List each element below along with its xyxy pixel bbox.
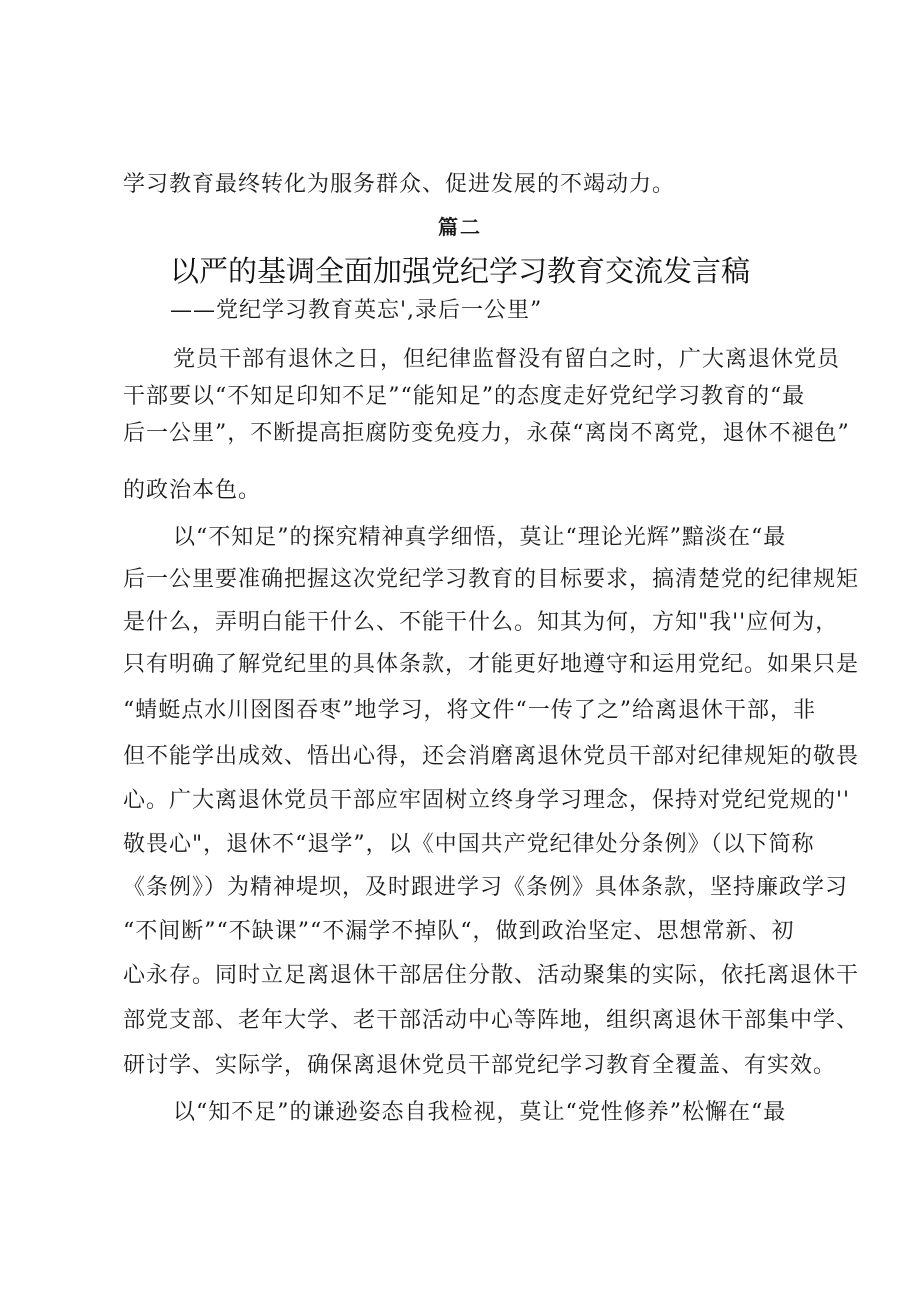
paragraph-line: 是什么，弄明白能干什么、不能干什么。知其为何，方知"我''应何为， bbox=[123, 610, 839, 635]
document-subtitle: ——党纪学习教育英忘',录后一公里” bbox=[170, 298, 543, 323]
paragraph-line: 心。广大离退休党员干部应牢固树立终身学习理念，保持对党纪党规的'' bbox=[123, 788, 851, 813]
paragraph-line: 干部要以“不知足印知不足”“能知足”的态度走好党纪学习教育的“最 bbox=[123, 384, 806, 409]
document-title: 以严的基调全面加强党纪学习教育交流发言稿 bbox=[169, 254, 750, 288]
paragraph-line: 以“不知足”的探究精神真学细悟，莫让“理论光辉”黯淡在“最 bbox=[173, 525, 787, 550]
previous-section-tail: 学习教育最终转化为服务群众、促进发展的不竭动力。 bbox=[123, 172, 676, 197]
paragraph-line: “不间断”“不缺课”“不漏学不掉队“，做到政治坚定、思想常新、初 bbox=[123, 919, 795, 944]
paragraph-line: 研讨学、实际学，确保离退休党员干部党纪学习教育全覆盖、有实效。 bbox=[123, 1053, 837, 1078]
paragraph-line: 敬畏心"，退休不“退学”，以《中国共产党纪律处分条例》（以下简称 bbox=[123, 832, 815, 857]
paragraph-line: 党员干部有退休之日，但纪律监督没有留白之时，广大离退休党员 bbox=[173, 347, 841, 372]
paragraph-line: 后一公里”，不断提高拒腐防变免疫力，永葆“离岗不离党，退休不褪色” bbox=[123, 421, 850, 446]
paragraph-line: 后一公里要准确把握这次党纪学习教育的目标要求，搞清楚党的纪律规矩 bbox=[123, 567, 860, 592]
paragraph-line: 以“知不足”的谦逊姿态自我检视，莫让“党性修养”松懈在“最 bbox=[173, 1100, 787, 1125]
paragraph-line: 只有明确了解党纪里的具体条款，才能更好地遵守和运用党纪。如果只是 bbox=[123, 652, 860, 677]
paragraph-line: 但不能学出成效、悟出心得，还会消磨离退休党员干部对纪律规矩的敬畏 bbox=[123, 744, 860, 769]
paragraph-line: 《条例》）为精神堤坝，及时跟进学习《条例》具体条款，坚持廉政学习 bbox=[123, 875, 849, 900]
paragraph-line: 部党支部、老年大学、老干部活动中心等阵地，组织离退休干部集中学、 bbox=[123, 1008, 860, 1033]
section-label: 篇二 bbox=[438, 215, 482, 239]
paragraph-line: 心永存。同时立足离退休干部居住分散、活动聚集的实际，依托离退休干 bbox=[123, 963, 860, 988]
paragraph-line: 的政治本色。 bbox=[123, 478, 262, 503]
paragraph-line: “蜻蜓点水川囹图吞枣”地学习，将文件“一传了之”给离退休干部，非 bbox=[123, 698, 816, 723]
